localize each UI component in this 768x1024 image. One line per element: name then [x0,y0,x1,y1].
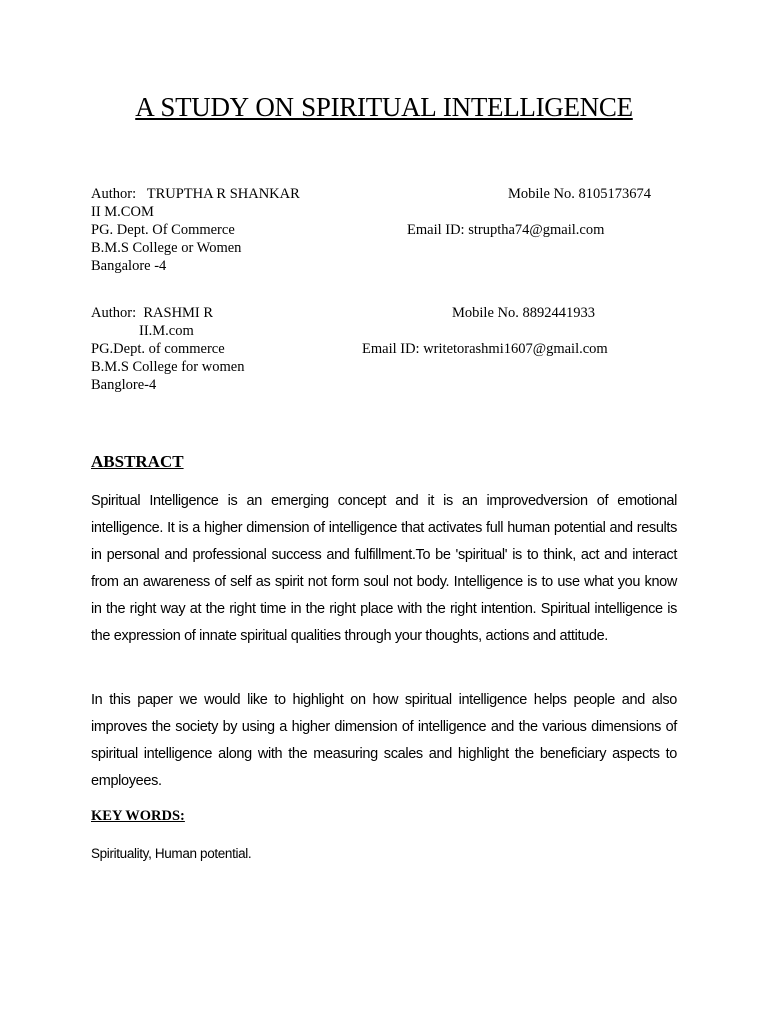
author1-email: Email ID: struptha74@gmail.com [407,222,605,238]
author1-mobile: Mobile No. 8105173674 [508,186,651,202]
author2-dept: PG.Dept. of commerce [91,341,225,357]
author2-college: B.M.S College for women [91,359,245,375]
author2-course: II.M.com [139,323,194,339]
abstract-heading: ABSTRACT [91,452,184,471]
keywords-heading: KEY WORDS: [91,808,185,824]
author2-city: Banglore-4 [91,377,157,393]
abstract-paragraph-1: Spiritual Intelligence is an emerging concept and it is an improvedversion of emotional intelligence. It is a higher dimension of intelligence that activates full human potential and results in personal and professional success and fulfillment.To be 'spiritual' is to think, act and interact from an awareness of self as spirit not form soul not body. Intelligence is to use what you know in the right way at the right time in the right place with the right intention. Spiritual intelligence is the expression of innate spiritual qualities through your thoughts, actions and attitude. [91,493,677,644]
paper-title: A STUDY ON SPIRITUAL INTELLIGENCE [135,92,633,122]
author2-email: Email ID: writetorashmi1607@gmail.com [362,341,608,357]
author2-mobile: Mobile No. 8892441933 [452,305,595,321]
author1-name: Author: TRUPTHA R SHANKAR [91,186,300,202]
abstract-paragraph-2: In this paper we would like to highlight on how spiritual intelligence helps people and also improves the society by using a higher dimension of intelligence and the various dimensions of spiritual intelligence along with the measuring scales and highlight the beneficiary aspects to employees. [91,692,677,789]
author1-college: B.M.S College or Women [91,240,242,256]
author1-dept: PG. Dept. Of Commerce [91,222,235,238]
author1-city: Bangalore -4 [91,258,167,274]
keywords-text: Spirituality, Human potential. [91,846,252,861]
author2-name: Author: RASHMI R [91,305,214,321]
author1-course: II M.COM [91,204,154,220]
